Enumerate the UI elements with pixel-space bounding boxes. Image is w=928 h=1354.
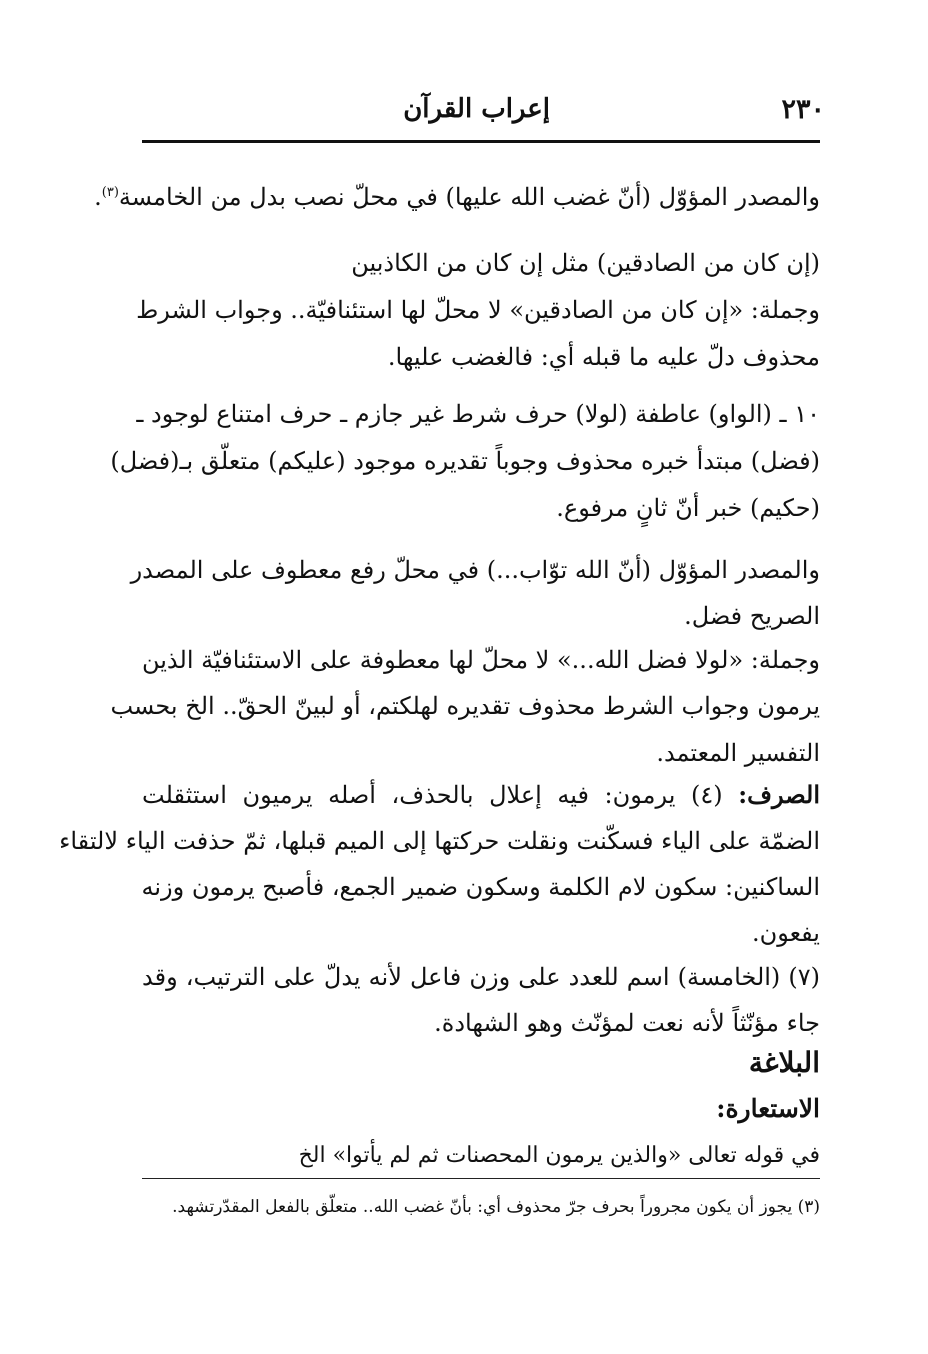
sarf-label: الصرف: bbox=[738, 780, 820, 809]
text-line-5: ١٠ ـ (الواو) عاطفة (لولا) حرف شرط غير جازم ـ حرف امتناع لوجود ـ bbox=[136, 400, 820, 428]
text-line-1 bbox=[94, 173, 820, 217]
text-line-2: (إن كان من الصادقين) مثل إن كان من الكاذبين bbox=[351, 249, 820, 277]
footnote: (٣) يجوز أن يكون مجروراً بحرف جرّ محذوف أي: بأنّ غضب الله.. متعلّق بالفعل المقدّرتشهد. bbox=[172, 1197, 820, 1217]
text-line-15: الساكنين: سكون لام الكلمة وسكون ضمير الجمع، فأصبح يرمون وزنه bbox=[141, 873, 820, 901]
text-line-10: وجملة: «لولا فضل الله...» لا محلّ لها معطوفة على الاستئنافيّة الذين bbox=[141, 646, 820, 674]
text-line-18: جاء مؤنّثاً لأنه نعت لمؤنّث وهو الشهادة. bbox=[434, 1009, 820, 1037]
line-1-end: . bbox=[94, 183, 102, 211]
balagha-heading: البلاغة bbox=[748, 1046, 820, 1079]
text-line-16: يفعون. bbox=[751, 919, 820, 947]
text-line-4: محذوف دلّ عليه ما قبله أي: فالغضب عليها. bbox=[387, 343, 820, 371]
header-rule bbox=[142, 140, 820, 143]
text-line-12: التفسير المعتمد. bbox=[656, 739, 820, 767]
text-line-7: (حكيم) خبر أنّ ثانٍ مرفوع. bbox=[556, 494, 820, 522]
istiara-heading: الاستعارة: bbox=[716, 1094, 820, 1123]
text-line-17: (٧) (الخامسة) اسم للعدد على وزن فاعل لأنه يدلّ على الترتيب، وقد bbox=[142, 963, 820, 991]
text-line-11: يرمون وجواب الشرط محذوف تقديره لهلكتم، أو لبينّ الحقّ.. الخ بحسب bbox=[110, 692, 820, 720]
page-number: ٢٣٠ bbox=[781, 94, 825, 125]
running-title: إعراب القرآن bbox=[403, 94, 550, 124]
text-line-14: الضمّة على الياء فسكّنت ونقلت حركتها إلى الميم قبلها، ثمّ حذفت الياء لالتقاء bbox=[59, 827, 820, 855]
text-line-6: (فضل) مبتدأ خبره محذوف وجوباً تقديره موجود (عليكم) متعلّق بـ(فضل) bbox=[110, 447, 820, 475]
footnote-ref[interactable]: (٣) bbox=[101, 185, 119, 200]
text-line-3: وجملة: «إن كان من الصادقين» لا محلّ لها استئنافيّة.. وجواب الشرط bbox=[136, 296, 820, 324]
quran-quote: في قوله تعالى «والذين يرمون المحصنات ثم لم يأتوا» الخ bbox=[298, 1143, 820, 1168]
line-13-text: (٤) يرمون: فيه إعلال بالحذف، أصله يرميون استثقلت bbox=[142, 781, 723, 809]
text-line-9: الصريح فضل. bbox=[684, 602, 820, 630]
line-1-text: والمصدر المؤوّل (أنّ غضب الله عليها) في محلّ نصب بدل من الخامسة bbox=[118, 183, 820, 211]
footnote-separator bbox=[142, 1178, 820, 1179]
text-line-13 bbox=[142, 775, 820, 819]
text-line-8: والمصدر المؤوّل (أنّ الله توّاب...) في محلّ رفع معطوف على المصدر bbox=[130, 556, 820, 584]
